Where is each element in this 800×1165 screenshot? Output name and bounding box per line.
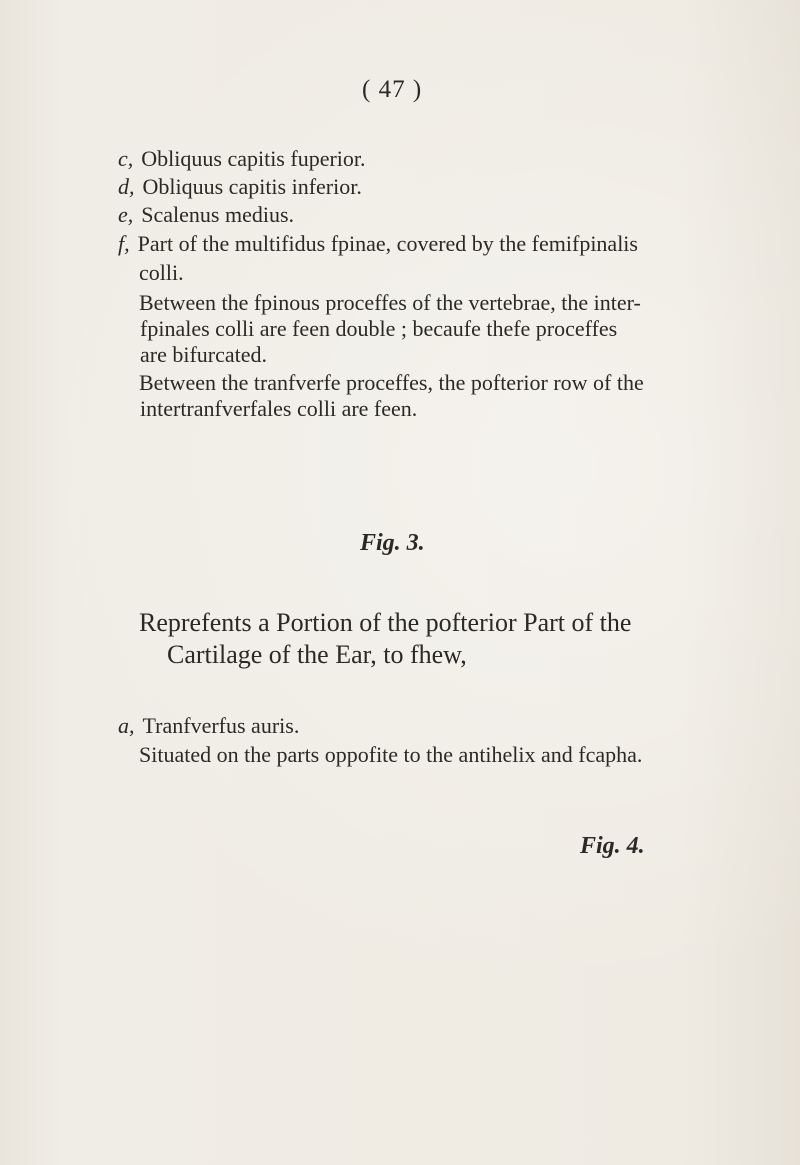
legend-text: Scalenus medius.: [141, 202, 295, 227]
paragraph-line: Between the tranfverfe proceffes, the pofterior row of the: [139, 370, 644, 395]
legend-entry-f: [118, 230, 638, 257]
legend-letter: f,: [118, 231, 130, 256]
legend-letter: a,: [118, 713, 135, 738]
paragraph-line: intertranfverfales colli are feen.: [140, 396, 418, 421]
legend-entry-a: [118, 712, 299, 739]
legend-text: Obliquus capitis inferior.: [142, 174, 362, 199]
legend-text: Part of the multifidus fpinae, covered by the femifpinalis: [137, 231, 638, 256]
legend-letter: d,: [118, 174, 135, 199]
paragraph-interspinales: [139, 290, 641, 368]
figure-3-description: [139, 607, 631, 671]
legend-letter: c,: [118, 146, 134, 171]
figure-4-title: Fig. 4.: [580, 833, 645, 859]
legend-text: Obliquus capitis fuperior.: [141, 146, 366, 171]
page-number: ( 47 ): [362, 76, 423, 103]
legend-entry-c: [118, 145, 366, 172]
description-line: Cartilage of the Ear, to fhew,: [167, 640, 467, 669]
figure-3-title: Fig. 3.: [360, 530, 425, 556]
legend-entry-f-continued: colli.: [139, 260, 184, 285]
paragraph-line: fpinales colli are feen double ; becaufe thefe proceffes: [140, 316, 618, 341]
description-line: Reprefents a Portion of the pofterior Part of the: [139, 608, 632, 637]
legend-letter: e,: [118, 202, 134, 227]
paragraph-line: Between the fpinous proceffes of the vertebrae, the inter-: [139, 290, 641, 315]
legend-entry-a-continued: Situated on the parts oppofite to the antihelix and fcapha.: [139, 742, 643, 767]
legend-entry-d: [118, 173, 362, 200]
paragraph-line: are bifurcated.: [140, 342, 268, 367]
legend-text: Tranfverfus auris.: [142, 713, 300, 738]
legend-entry-e: [118, 201, 294, 228]
paragraph-intertransversales: [139, 370, 644, 422]
